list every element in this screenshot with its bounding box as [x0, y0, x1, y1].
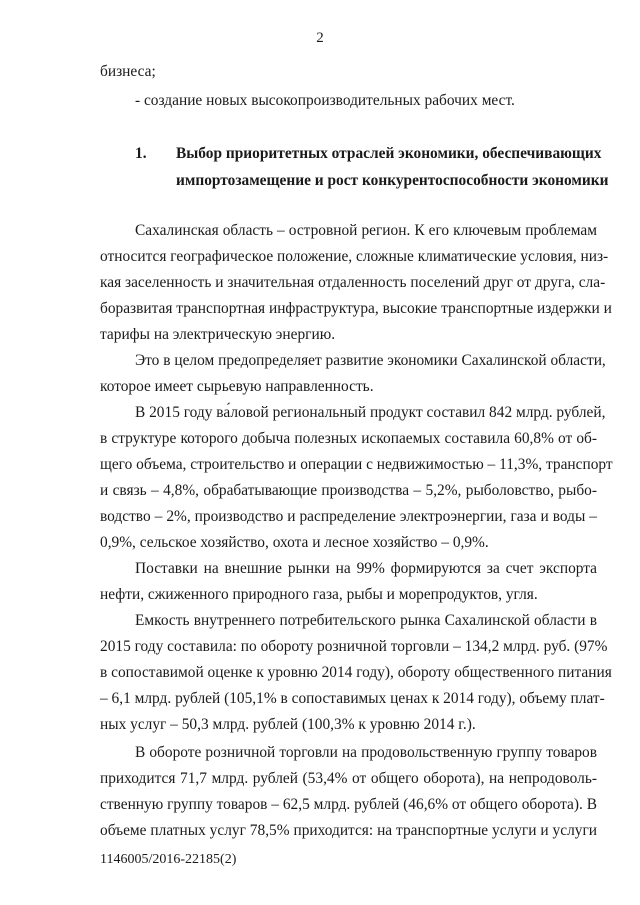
paragraph-line: боразвитая транспортная инфраструктура, высокие транспортные издержки и — [100, 300, 612, 317]
paragraph-line: 2015 году составила: по обороту розничной торговли – 134,2 млрд. руб. (97% — [100, 638, 608, 655]
paragraph-line: в структуре которого добыча полезных ископаемых составила 60,8% от об- — [100, 430, 597, 447]
page-number: 2 — [316, 30, 324, 46]
paragraph-line: В 2015 году ва́ловой региональный продукт составил 842 млрд. рублей, — [135, 404, 606, 421]
paragraph-line: – 6,1 млрд. рублей (105,1% в сопоставимых ценах к 2014 году), объему плат- — [100, 690, 605, 707]
paragraph-line: тарифы на электрическую энергию. — [100, 326, 336, 343]
paragraph-line: нефти, сжиженного природного газа, рыбы и морепродуктов, угля. — [100, 586, 538, 603]
paragraph-line: и связь – 4,8%, обрабатывающие производства – 5,2%, рыболовство, рыбо- — [100, 482, 597, 499]
paragraph-line: относится географическое положение, сложные климатические условия, низ- — [100, 248, 609, 265]
section-title-line-2: импортозамещение и рост конкурентоспособности экономики — [176, 172, 609, 189]
paragraph-line: водство – 2%, производство и распределение электроэнергии, газа и воды – — [100, 508, 597, 525]
paragraph-line: В обороте розничной торговли на продовольственную группу товаров — [135, 744, 597, 761]
paragraph-line: Это в целом предопределяет развитие экономики Сахалинской области, — [135, 352, 606, 369]
paragraph-line: Сахалинская область – островной регион. К его ключевым проблемам — [135, 222, 597, 239]
paragraph-line: ных услуг – 50,3 млрд. рублей (100,3% к уровню 2014 г.). — [100, 716, 476, 733]
section-title-line-1: Выбор приоритетных отраслей экономики, обеспечивающих — [176, 145, 602, 162]
paragraph-line: объеме платных услуг 78,5% приходится: на транспортные услуги и услуги — [100, 822, 597, 839]
footer-document-code: 1146005/2016-22185(2) — [100, 852, 237, 867]
paragraph-line: Поставки на внешние рынки на 99% формируются за счет экспорта — [135, 560, 597, 577]
paragraph-line: в сопоставимой оценке к уровню 2014 году), обороту общественного питания — [100, 664, 612, 681]
intro-line-2: - создание новых высокопроизводительных рабочих мест. — [135, 92, 515, 109]
paragraph-line: Емкость внутреннего потребительского рынка Сахалинской области в — [135, 612, 597, 629]
section-number: 1. — [135, 145, 147, 162]
paragraph-line: ственную группу товаров – 62,5 млрд. рублей (46,6% от общего оборота). В — [100, 796, 597, 813]
paragraph-line: приходится 71,7 млрд. рублей (53,4% от общего оборота), на непродоволь- — [100, 770, 597, 787]
intro-line-1: бизнеса; — [100, 63, 156, 80]
paragraph-line: 0,9%, сельское хозяйство, охота и лесное хозяйство – 0,9%. — [100, 534, 489, 551]
paragraph-line: кая заселенность и значительная отдаленность поселений друг от друга, сла- — [100, 274, 606, 291]
paragraph-line: которое имеет сырьевую направленность. — [100, 378, 374, 395]
paragraph-line: щего объема, строительство и операции с недвижимостью – 11,3%, транспорт — [100, 456, 613, 473]
